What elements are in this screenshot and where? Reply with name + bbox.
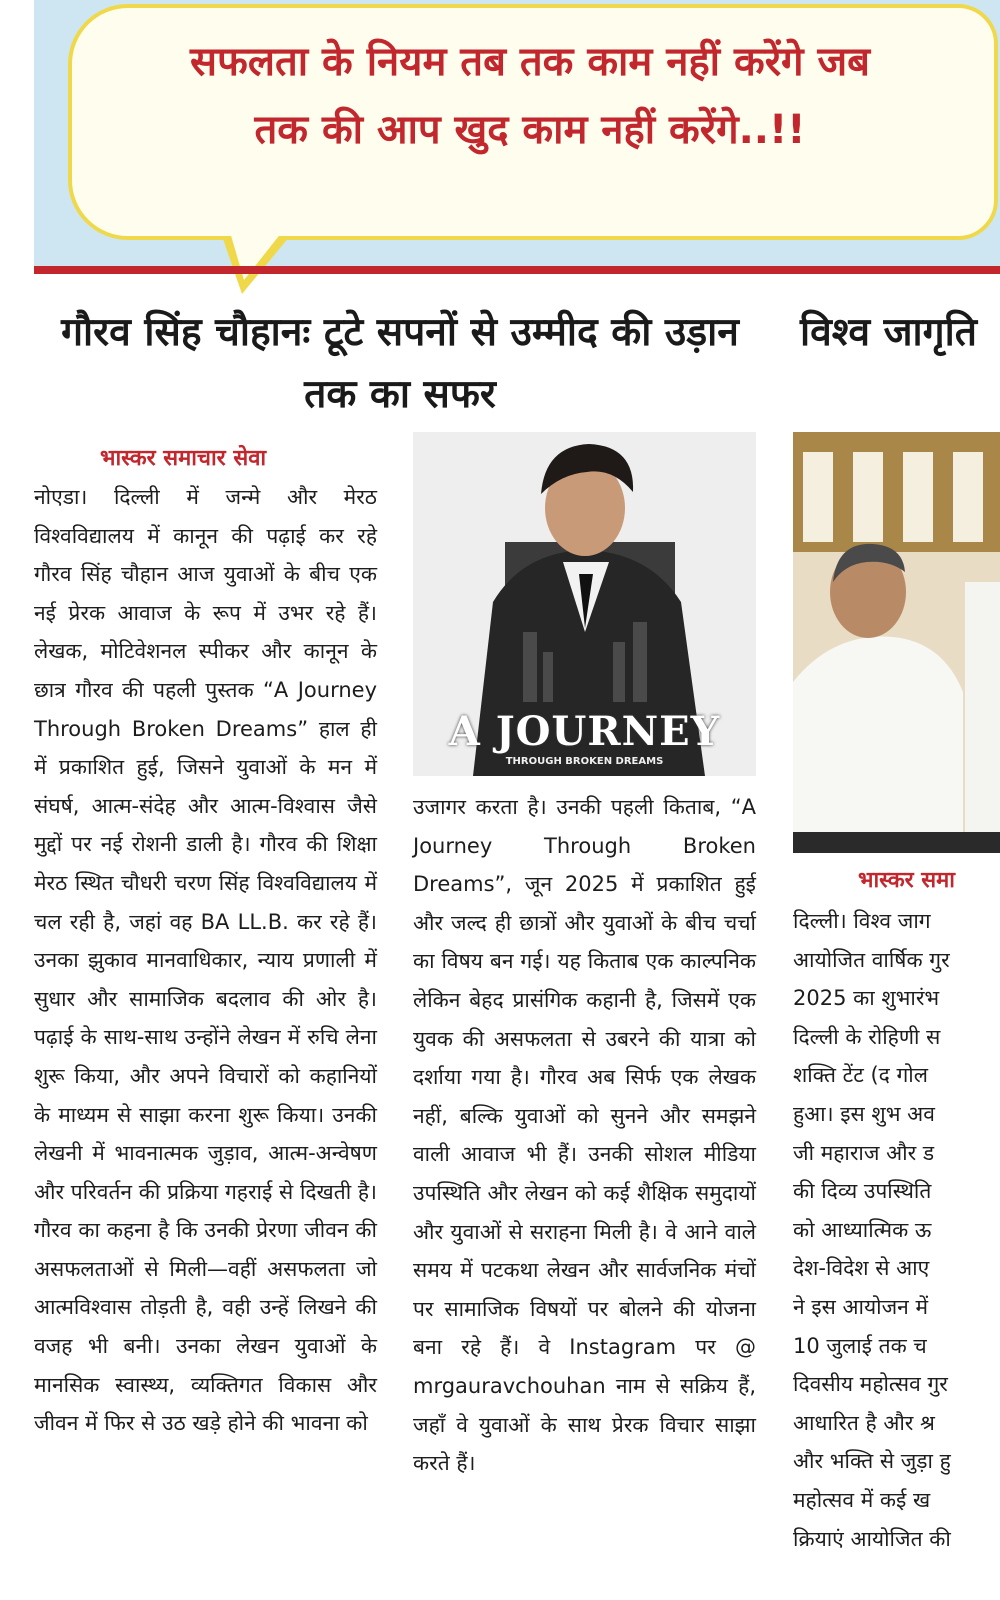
headline-line-2: तक का सफर xyxy=(304,372,496,417)
page-margin xyxy=(0,0,34,1600)
side-article-byline: भास्कर समा xyxy=(858,868,956,893)
quote-line-1: सफलता के नियम तब तक काम नहीं करेंगे जब xyxy=(189,39,871,85)
article-column-2: उजागर करता है। उनकी पहली किताब, “A Journey Through Broken Dreams”, जून 2025 में प्रकाशित हुई और जल्द ही छात्रों और युवाओं के बीच चर्चा का विषय बन गई। यह किताब एक काल्पनिक लेकिन बेहद प्रासंगिक कहानी है, जिसमें एक युवक की असफलता से उबरने की यात्रा को दर्शाया गया है। गौरव अब सिर्फ एक लेखक नहीं, बल्कि युवाओं को सुनने और समझने वाली आवाज भी हैं। उनकी सोशल मीडिया उपस्थिति और लेखन को कई शैक्षिक समुदायों और युवाओं से सराहना मिली है। वे आने वाले समय में पटकथा लेखन और सार्वजनिक मंचों पर सामाजिक विषयों पर बोलने की योजना बना रहे हैं। वे Instagram पर @ mrgauravchouhan नाम से सक्रिय हैं, जहाँ वे युवाओं के साथ प्रेरक विचार साझा करते हैं। xyxy=(413,795,756,1476)
article-headline xyxy=(40,302,760,426)
article-column-1: नोएडा। दिल्ली में जन्मे और मेरठ विश्वविद्यालय में कानून की पढ़ाई कर रहे गौरव सिंह चौहान आज युवाओं के बीच एक नई प्रेरक आवाज के रूप में उभर रहे हैं। लेखक, मोटिवेशनल स्पीकर और कानून के छात्र गौरव की पहली पुस्तक “A Journey Through Broken Dreams” हाल ही में प्रकाशित हुई, जिसने युवाओं के मन में संघर्ष, आत्म-संदेह और आत्म-विश्वास जैसे मुद्दों पर नई रोशनी डाली है। गौरव की शिक्षा मेरठ स्थित चौधरी चरण सिंह विश्वविद्यालय में चल रही है, जहां वह BA LL.B. कर रहे हैं। उनका झुकाव मानवाधिकार, न्याय प्रणाली में सुधार और सामाजिक बदलाव की ओर है। पढ़ाई के साथ-साथ उन्होंने लेखन में रुचि लेना शुरू किया, और अपने विचारों को कहानियों के माध्यम से साझा करना शुरू किया। उनकी लेखनी में भावनात्मक जुड़ाव, आत्म-अन्वेषण और परिवर्तन की प्रक्रिया गहराई से दिखती है। गौरव का कहना है कि उनकी प्रेरणा जीवन की असफलताओं से मिली—वहीं असफलता जो आत्मविश्वास तोड़ती है, वही उन्हें लिखने की वजह भी बनी। उनका लेखन युवाओं के मानसिक स्वास्थ्य, व्यक्तिगत विकास और जीवन में फिर से उठ खड़े होने की भावना को xyxy=(34,485,377,1436)
section-divider xyxy=(34,266,1000,274)
quote-line-2: तक की आप खुद काम नहीं करेंगे..!! xyxy=(254,107,806,153)
side-photo-illustration xyxy=(793,432,1000,853)
book-cover-photo xyxy=(413,432,756,776)
side-article-headline: विश्व जागृति xyxy=(800,310,977,355)
side-article-column: दिल्ली। विश्व जाग आयोजित वार्षिक गुर 2025 का शुभारंभ दिल्ली के रोहिणी स शक्ति टेंट (द गोल हुआ। इस शुभ अव जी महाराज और ड की दिव्य उपस्थिति को आध्यात्मिक ऊ देश-विदेश से आए ने इस आयोजन में 10 जुलाई तक च दिवसीय महोत्सव गुर आधारित है और श्र और भक्ति से जुड़ा हु महोत्सव में कई ख क्रियाएं आयोजित की xyxy=(793,909,951,1551)
book-cover-title: A JOURNEY xyxy=(448,708,721,755)
book-cover-subtitle: THROUGH BROKEN DREAMS xyxy=(505,756,664,767)
article-byline: भास्कर समाचार सेवा xyxy=(100,446,267,471)
motivational-quote xyxy=(90,28,970,164)
headline-line-1: गौरव सिंह चौहानः टूटे सपनों से उम्मीद की उड़ान xyxy=(61,310,739,355)
side-article-photo xyxy=(793,432,1000,853)
